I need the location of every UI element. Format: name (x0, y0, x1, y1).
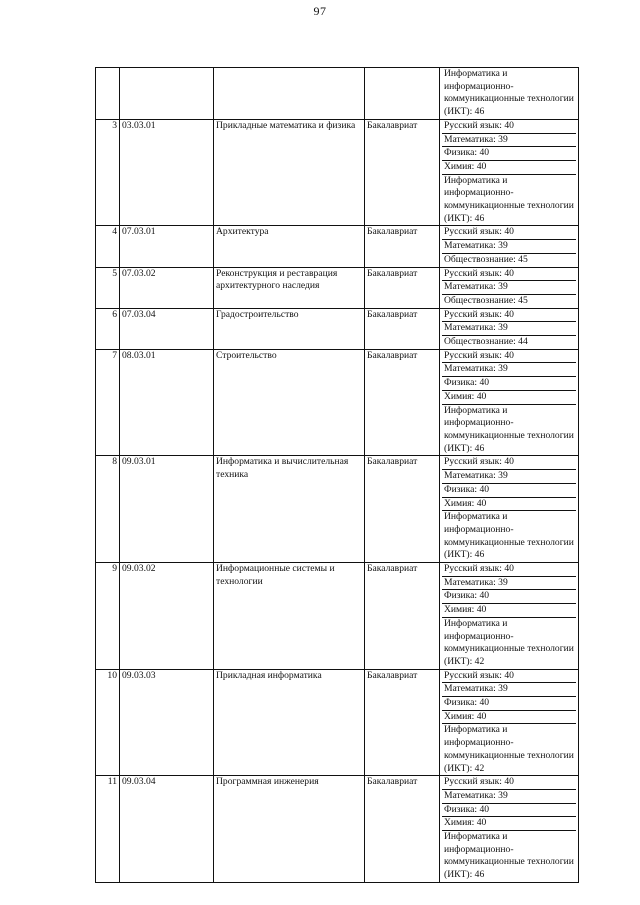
program-code-cell: 03.03.01 (120, 119, 214, 226)
exam-min-score: Физика: 40 (442, 377, 576, 391)
table-row (96, 308, 579, 349)
exam-min-score: Математика: 39 (442, 683, 576, 697)
table-row (96, 119, 579, 226)
program-code-cell: 09.03.02 (120, 563, 214, 670)
exams-cell (440, 563, 579, 670)
exams-cell (440, 68, 579, 120)
exam-min-score: Русский язык: 40 (442, 563, 576, 577)
program-name-cell: Прикладные математика и физика (214, 119, 365, 226)
exam-min-score: Русский язык: 40 (442, 350, 576, 364)
row-number-cell: 11 (96, 776, 120, 883)
exam-min-score: Русский язык: 40 (442, 456, 576, 470)
exam-min-score: Информатика и информационно-коммуникационные технологии (ИКТ): 42 (444, 617, 574, 667)
program-name-cell: Программная инженерия (214, 776, 365, 883)
program-code-cell: 09.03.03 (120, 669, 214, 776)
row-number-cell: 7 (96, 349, 120, 456)
table-row (96, 226, 579, 267)
row-number-cell: 8 (96, 456, 120, 563)
exams-cell (440, 669, 579, 776)
page-number: 97 (313, 4, 327, 18)
exams-cell (440, 267, 579, 308)
table-row (96, 669, 579, 776)
table-row (96, 776, 579, 883)
education-level-cell: Бакалавриат (365, 226, 440, 267)
program-name-cell: Архитектура (214, 226, 365, 267)
exam-min-score: Математика: 39 (442, 363, 576, 377)
exam-min-score: Математика: 39 (442, 240, 576, 254)
education-level-cell: Бакалавриат (365, 776, 440, 883)
exams-cell (440, 776, 579, 883)
table-row (96, 456, 579, 563)
program-code-cell: 09.03.04 (120, 776, 214, 883)
exam-min-score: Химия: 40 (442, 391, 576, 405)
program-name-cell: Строительство (214, 349, 365, 456)
exam-min-score: Обществознание: 45 (444, 253, 528, 265)
exam-min-score: Физика: 40 (442, 484, 576, 498)
exam-min-score: Русский язык: 40 (442, 268, 576, 282)
exam-min-score: Химия: 40 (442, 711, 576, 725)
exams-cell (440, 226, 579, 267)
exam-min-score: Математика: 39 (442, 134, 576, 148)
program-code-cell: 07.03.01 (120, 226, 214, 267)
exams-cell (440, 119, 579, 226)
exam-min-score: Физика: 40 (442, 590, 576, 604)
admission-table (95, 67, 579, 883)
exam-min-score: Химия: 40 (442, 817, 576, 831)
exam-min-score: Химия: 40 (442, 604, 576, 618)
exam-min-score: Химия: 40 (442, 498, 576, 512)
table-row (96, 68, 579, 120)
exam-min-score: Русский язык: 40 (442, 120, 576, 134)
exam-min-score: Русский язык: 40 (442, 776, 576, 790)
row-number-cell: 5 (96, 267, 120, 308)
exam-min-score: Информатика и информационно-коммуникационные технологии (ИКТ): 46 (444, 68, 574, 118)
row-number-cell: 9 (96, 563, 120, 670)
program-code-cell: 09.03.01 (120, 456, 214, 563)
exam-min-score: Математика: 39 (442, 790, 576, 804)
exam-min-score: Обществознание: 45 (444, 294, 528, 306)
education-level-cell: Бакалавриат (365, 349, 440, 456)
exams-cell (440, 349, 579, 456)
exam-min-score: Информатика и информационно-коммуникационные технологии (ИКТ): 46 (444, 831, 574, 881)
table-row (96, 563, 579, 670)
exam-min-score: Русский язык: 40 (442, 226, 576, 240)
exam-min-score: Информатика и информационно-коммуникационные технологии (ИКТ): 46 (444, 174, 574, 224)
exam-min-score: Математика: 39 (442, 322, 576, 336)
exam-min-score: Математика: 39 (442, 470, 576, 484)
education-level-cell (365, 68, 440, 120)
exam-min-score: Физика: 40 (442, 147, 576, 161)
program-name-cell (214, 68, 365, 120)
education-level-cell: Бакалавриат (365, 119, 440, 226)
row-number-cell: 10 (96, 669, 120, 776)
program-code-cell: 07.03.02 (120, 267, 214, 308)
exam-min-score: Обществознание: 44 (444, 336, 528, 348)
education-level-cell: Бакалавриат (365, 456, 440, 563)
row-number-cell: 4 (96, 226, 120, 267)
exam-min-score: Математика: 39 (442, 281, 576, 295)
exam-min-score: Математика: 39 (442, 577, 576, 591)
row-number-cell: 6 (96, 308, 120, 349)
exams-cell (440, 308, 579, 349)
program-name-cell: Информационные системы и технологии (214, 563, 365, 670)
education-level-cell: Бакалавриат (365, 267, 440, 308)
row-number-cell (96, 68, 120, 120)
exams-cell (440, 456, 579, 563)
program-name-cell: Прикладная информатика (214, 669, 365, 776)
exam-min-score: Информатика и информационно-коммуникационные технологии (ИКТ): 42 (444, 724, 574, 774)
exam-min-score: Русский язык: 40 (442, 670, 576, 684)
program-name-cell: Реконструкция и реставрация архитектурного наследия (214, 267, 365, 308)
program-code-cell: 07.03.04 (120, 308, 214, 349)
exam-min-score: Информатика и информационно-коммуникационные технологии (ИКТ): 46 (444, 404, 574, 454)
education-level-cell: Бакалавриат (365, 563, 440, 670)
exam-min-score: Физика: 40 (442, 804, 576, 818)
program-code-cell (120, 68, 214, 120)
education-level-cell: Бакалавриат (365, 669, 440, 776)
program-name-cell: Градостроительство (214, 308, 365, 349)
program-name-cell: Информатика и вычислительная техника (214, 456, 365, 563)
row-number-cell: 3 (96, 119, 120, 226)
program-code-cell: 08.03.01 (120, 349, 214, 456)
exam-min-score: Информатика и информационно-коммуникационные технологии (ИКТ): 46 (444, 511, 574, 561)
table-row (96, 349, 579, 456)
education-level-cell: Бакалавриат (365, 308, 440, 349)
exam-min-score: Русский язык: 40 (442, 309, 576, 323)
table-row (96, 267, 579, 308)
exam-min-score: Физика: 40 (442, 697, 576, 711)
exam-min-score: Химия: 40 (442, 161, 576, 175)
table-body (96, 68, 579, 883)
